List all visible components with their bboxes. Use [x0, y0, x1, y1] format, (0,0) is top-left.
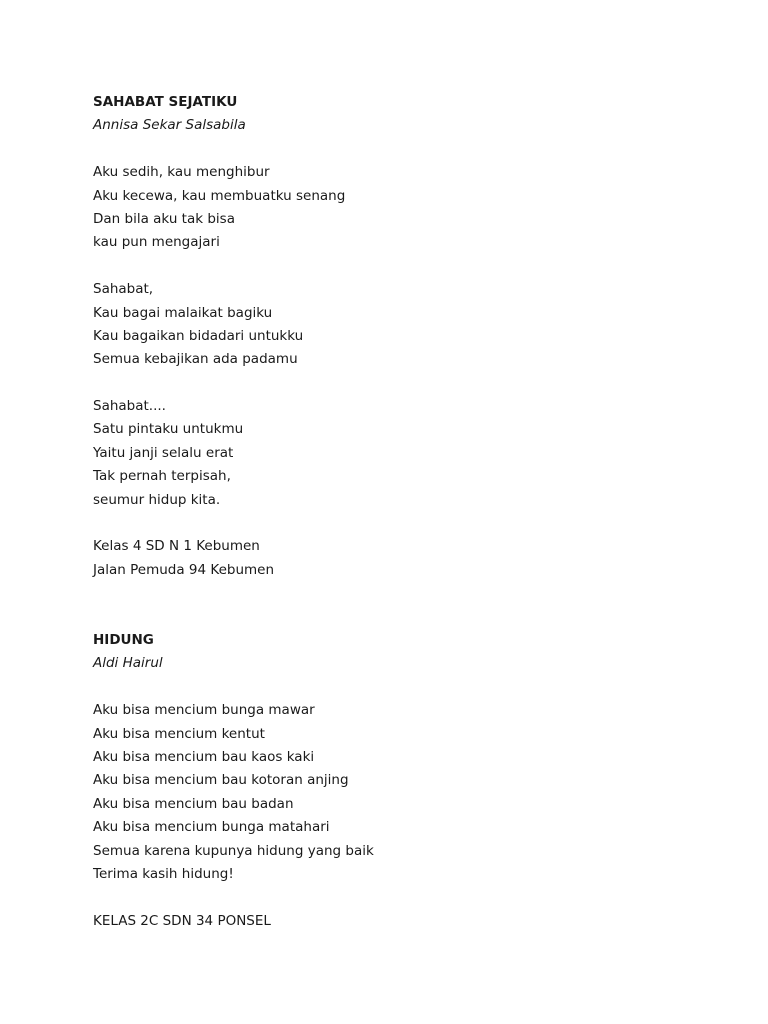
poem-title: SAHABAT SEJATIKU — [93, 94, 238, 110]
verse-line: Kau bagaikan bidadari untukku — [93, 327, 304, 344]
verse-line: Semua kebajikan ada padamu — [93, 351, 298, 368]
poem-sahabat-sejatiku — [93, 91, 713, 582]
footer-line: KELAS 2C SDN 34 PONSEL — [93, 912, 271, 929]
verse-line: Tak pernah terpisah, — [93, 468, 231, 485]
document-page — [93, 91, 713, 933]
stanza — [93, 161, 713, 255]
verse-line: Dan bila aku tak bisa — [93, 210, 235, 227]
poem-footer — [93, 535, 713, 582]
footer-line: Jalan Pemuda 94 Kebumen — [93, 561, 275, 578]
verse-line: Aku bisa mencium bunga matahari — [93, 819, 330, 836]
verse-line: Aku bisa mencium kentut — [93, 725, 265, 742]
stanza — [93, 699, 713, 886]
verse-line: Semua karena kupunya hidung yang baik — [93, 842, 374, 859]
poem-author: Annisa Sekar Salsabila — [93, 117, 246, 134]
poem-footer — [93, 910, 713, 933]
verse-line: Kau bagai malaikat bagiku — [93, 304, 273, 321]
verse-line: Sahabat.... — [93, 398, 166, 415]
stanza — [93, 395, 713, 512]
stanza — [93, 278, 713, 372]
poem-author: Aldi Hairul — [93, 655, 163, 672]
verse-line: Aku sedih, kau menghibur — [93, 164, 270, 181]
verse-line: seumur hidup kita. — [93, 491, 221, 508]
verse-line: Sahabat, — [93, 281, 154, 298]
verse-line: Satu pintaku untukmu — [93, 421, 244, 438]
verse-line: Aku kecewa, kau membuatku senang — [93, 187, 346, 204]
poem-title: HIDUNG — [93, 632, 154, 648]
verse-line: Yaitu janji selalu erat — [93, 444, 234, 461]
verse-line: Aku bisa mencium bunga mawar — [93, 702, 315, 719]
verse-line: Aku bisa mencium bau badan — [93, 795, 294, 812]
poem-hidung — [93, 629, 713, 933]
verse-line: Aku bisa mencium bau kotoran anjing — [93, 772, 349, 789]
verse-line: Terima kasih hidung! — [93, 865, 234, 882]
verse-line: kau pun mengajari — [93, 234, 220, 251]
verse-line: Aku bisa mencium bau kaos kaki — [93, 748, 315, 765]
footer-line: Kelas 4 SD N 1 Kebumen — [93, 538, 260, 555]
